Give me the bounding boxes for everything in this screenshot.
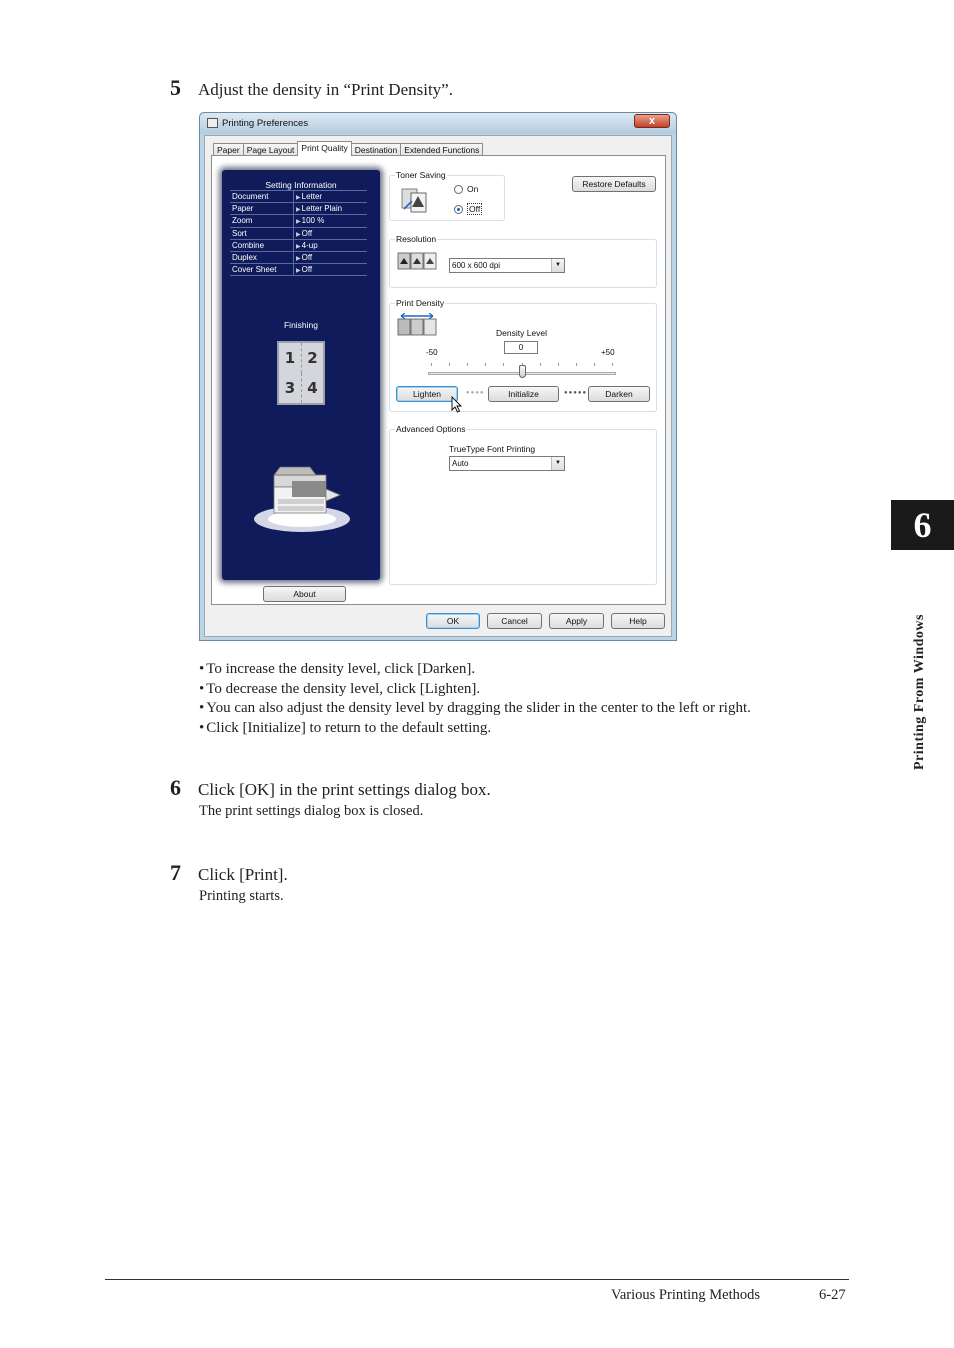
tab-strip: [213, 141, 482, 156]
printing-preferences-dialog: [199, 112, 677, 641]
about-button[interactable]: [263, 586, 346, 602]
footer-section-title: Various Printing Methods: [611, 1287, 761, 1303]
advanced-options-label: Advanced Options: [396, 424, 466, 434]
restore-defaults-label: Restore Defaults: [582, 179, 646, 189]
table-row: [230, 215, 367, 227]
resolution-select[interactable]: [449, 258, 565, 273]
truetype-font-printing-select[interactable]: [449, 456, 565, 471]
setting-information-panel: [222, 170, 380, 580]
truetype-value: Auto: [452, 459, 469, 468]
setting-key: Cover Sheet: [230, 264, 294, 275]
about-label: About: [293, 589, 316, 599]
apply-button[interactable]: [549, 613, 604, 629]
resolution-group: [389, 234, 657, 288]
step-6: [170, 775, 491, 801]
setting-value: ▶ Off: [294, 252, 312, 263]
lighten-button[interactable]: [396, 386, 458, 402]
table-row: [230, 264, 367, 276]
setting-value: ▶ 4-up: [294, 240, 318, 251]
tab-extended-functions[interactable]: Extended Functions: [400, 143, 483, 156]
dot-separator: ●●●●●: [564, 390, 588, 396]
darken-button[interactable]: [588, 386, 650, 402]
page-number: 4: [301, 373, 323, 403]
setting-value: ▶ 100 %: [294, 215, 324, 226]
tab-paper[interactable]: Paper: [213, 143, 244, 156]
step-text: Click [Print].: [198, 865, 288, 884]
printer-icon: [207, 118, 218, 128]
slider-tick: [449, 363, 450, 366]
print-quality-panel: [211, 155, 666, 605]
toner-saving-on-radio[interactable]: [454, 184, 478, 194]
density-max-label: +50: [601, 348, 615, 357]
print-density-icon: [397, 313, 437, 337]
slider-tick: [540, 363, 541, 366]
slider-tick: [503, 363, 504, 366]
table-row: [230, 240, 367, 252]
density-min-label: -50: [426, 348, 438, 357]
radio-dot: [454, 205, 463, 214]
ok-button[interactable]: [426, 613, 480, 629]
step-number: 6: [170, 775, 181, 800]
chevron-down-icon: ▼: [551, 259, 564, 272]
copier-icon: [252, 455, 352, 535]
initialize-button[interactable]: [488, 386, 559, 402]
help-label: Help: [629, 616, 647, 626]
step-6-result: The print settings dialog box is closed.: [199, 803, 424, 819]
tab-destination[interactable]: Destination: [351, 143, 402, 156]
slider-tick: [612, 363, 613, 366]
tab-page-layout[interactable]: Page Layout: [243, 143, 299, 156]
setting-value: ▶ Letter: [294, 191, 322, 202]
footer-divider: [105, 1279, 849, 1280]
density-level-label: Density Level: [496, 328, 548, 338]
toner-saving-off-radio[interactable]: [454, 203, 482, 215]
step-text: Click [OK] in the print settings dialog box.: [198, 780, 491, 799]
toner-saving-icon: [400, 187, 434, 213]
dialog-client: [204, 135, 672, 637]
list-item: • To decrease the density level, click [Lighten].: [199, 680, 751, 700]
page-number: 1: [284, 349, 296, 367]
setting-value: ▶ Off: [294, 228, 312, 239]
radio-dot: [454, 185, 463, 194]
setting-key: Paper: [230, 203, 294, 214]
slider-tick: [467, 363, 468, 366]
slider-tick: [594, 363, 595, 366]
setting-key: Sort: [230, 228, 294, 239]
setting-information-title: Setting Information: [265, 180, 337, 190]
table-row: [230, 191, 367, 203]
mouse-cursor-icon: [451, 396, 463, 413]
toner-saving-group: [389, 170, 505, 221]
slider-thumb[interactable]: [519, 365, 526, 378]
slider-tick: [431, 363, 432, 366]
restore-defaults-button[interactable]: [572, 176, 656, 192]
step-5: [170, 75, 453, 101]
list-item: • To increase the density level, click [Darken].: [199, 660, 751, 680]
list-item: • You can also adjust the density level by dragging the slider in the center to the left or right.: [199, 699, 751, 719]
setting-information-table: [230, 190, 367, 276]
resolution-icon: [397, 249, 437, 273]
step-number: 5: [170, 75, 181, 100]
slider-tick: [576, 363, 577, 366]
setting-key: Document: [230, 191, 294, 202]
cancel-label: Cancel: [501, 616, 528, 626]
ok-label: OK: [446, 616, 460, 626]
tab-print-quality[interactable]: Print Quality: [297, 141, 351, 156]
chapter-tab: 6: [891, 500, 954, 550]
print-density-label: Print Density: [396, 298, 445, 308]
advanced-options-group: [389, 424, 657, 585]
step-7-result: Printing starts.: [199, 888, 284, 904]
table-row: [230, 252, 367, 264]
page-number: 3: [284, 379, 296, 397]
finishing-label: Finishing: [283, 320, 319, 330]
step-number: 7: [170, 860, 181, 885]
radio-label: Off: [469, 204, 481, 214]
density-tips-list: [199, 660, 751, 738]
dot-separator: ●●●●: [466, 390, 485, 396]
setting-key: Zoom: [230, 215, 294, 226]
setting-value: ▶ Letter Plain: [294, 203, 342, 214]
table-row: [230, 228, 367, 240]
print-density-group: [389, 298, 657, 412]
apply-label: Apply: [565, 616, 588, 626]
density-slider[interactable]: [428, 362, 616, 376]
chevron-down-icon: ▼: [551, 457, 564, 470]
darken-label: Darken: [605, 389, 633, 399]
resolution-label: Resolution: [396, 234, 437, 244]
cancel-button[interactable]: [487, 613, 542, 629]
resolution-value: 600 x 600 dpi: [452, 261, 501, 270]
slider-tick: [485, 363, 486, 366]
truetype-font-printing-label: TrueType Font Printing: [449, 444, 536, 454]
step-7: [170, 860, 288, 886]
page-number: 2: [301, 343, 323, 373]
slider-tick: [558, 363, 559, 366]
dialog-title: Printing Preferences: [222, 118, 309, 129]
list-item: • Click [Initialize] to return to the default setting.: [199, 719, 751, 739]
radio-label: On: [467, 184, 479, 194]
setting-value: ▶ Off: [294, 264, 312, 275]
chapter-side-label: Printing From Windows: [912, 614, 927, 770]
help-button[interactable]: [611, 613, 665, 629]
density-level-field[interactable]: 0: [504, 341, 538, 354]
setting-key: Duplex: [230, 252, 294, 263]
setting-key: Combine: [230, 240, 294, 251]
step-text: Adjust the density in “Print Density”.: [198, 80, 453, 99]
close-button[interactable]: x: [634, 114, 670, 128]
initialize-label: Initialize: [508, 389, 539, 399]
lighten-label: Lighten: [413, 389, 441, 399]
dialog-titlebar: [200, 113, 676, 134]
table-row: [230, 203, 367, 215]
toner-saving-label: Toner Saving: [396, 170, 446, 180]
page-number: 6-27: [819, 1287, 846, 1303]
finishing-preview-icon: [277, 341, 325, 405]
